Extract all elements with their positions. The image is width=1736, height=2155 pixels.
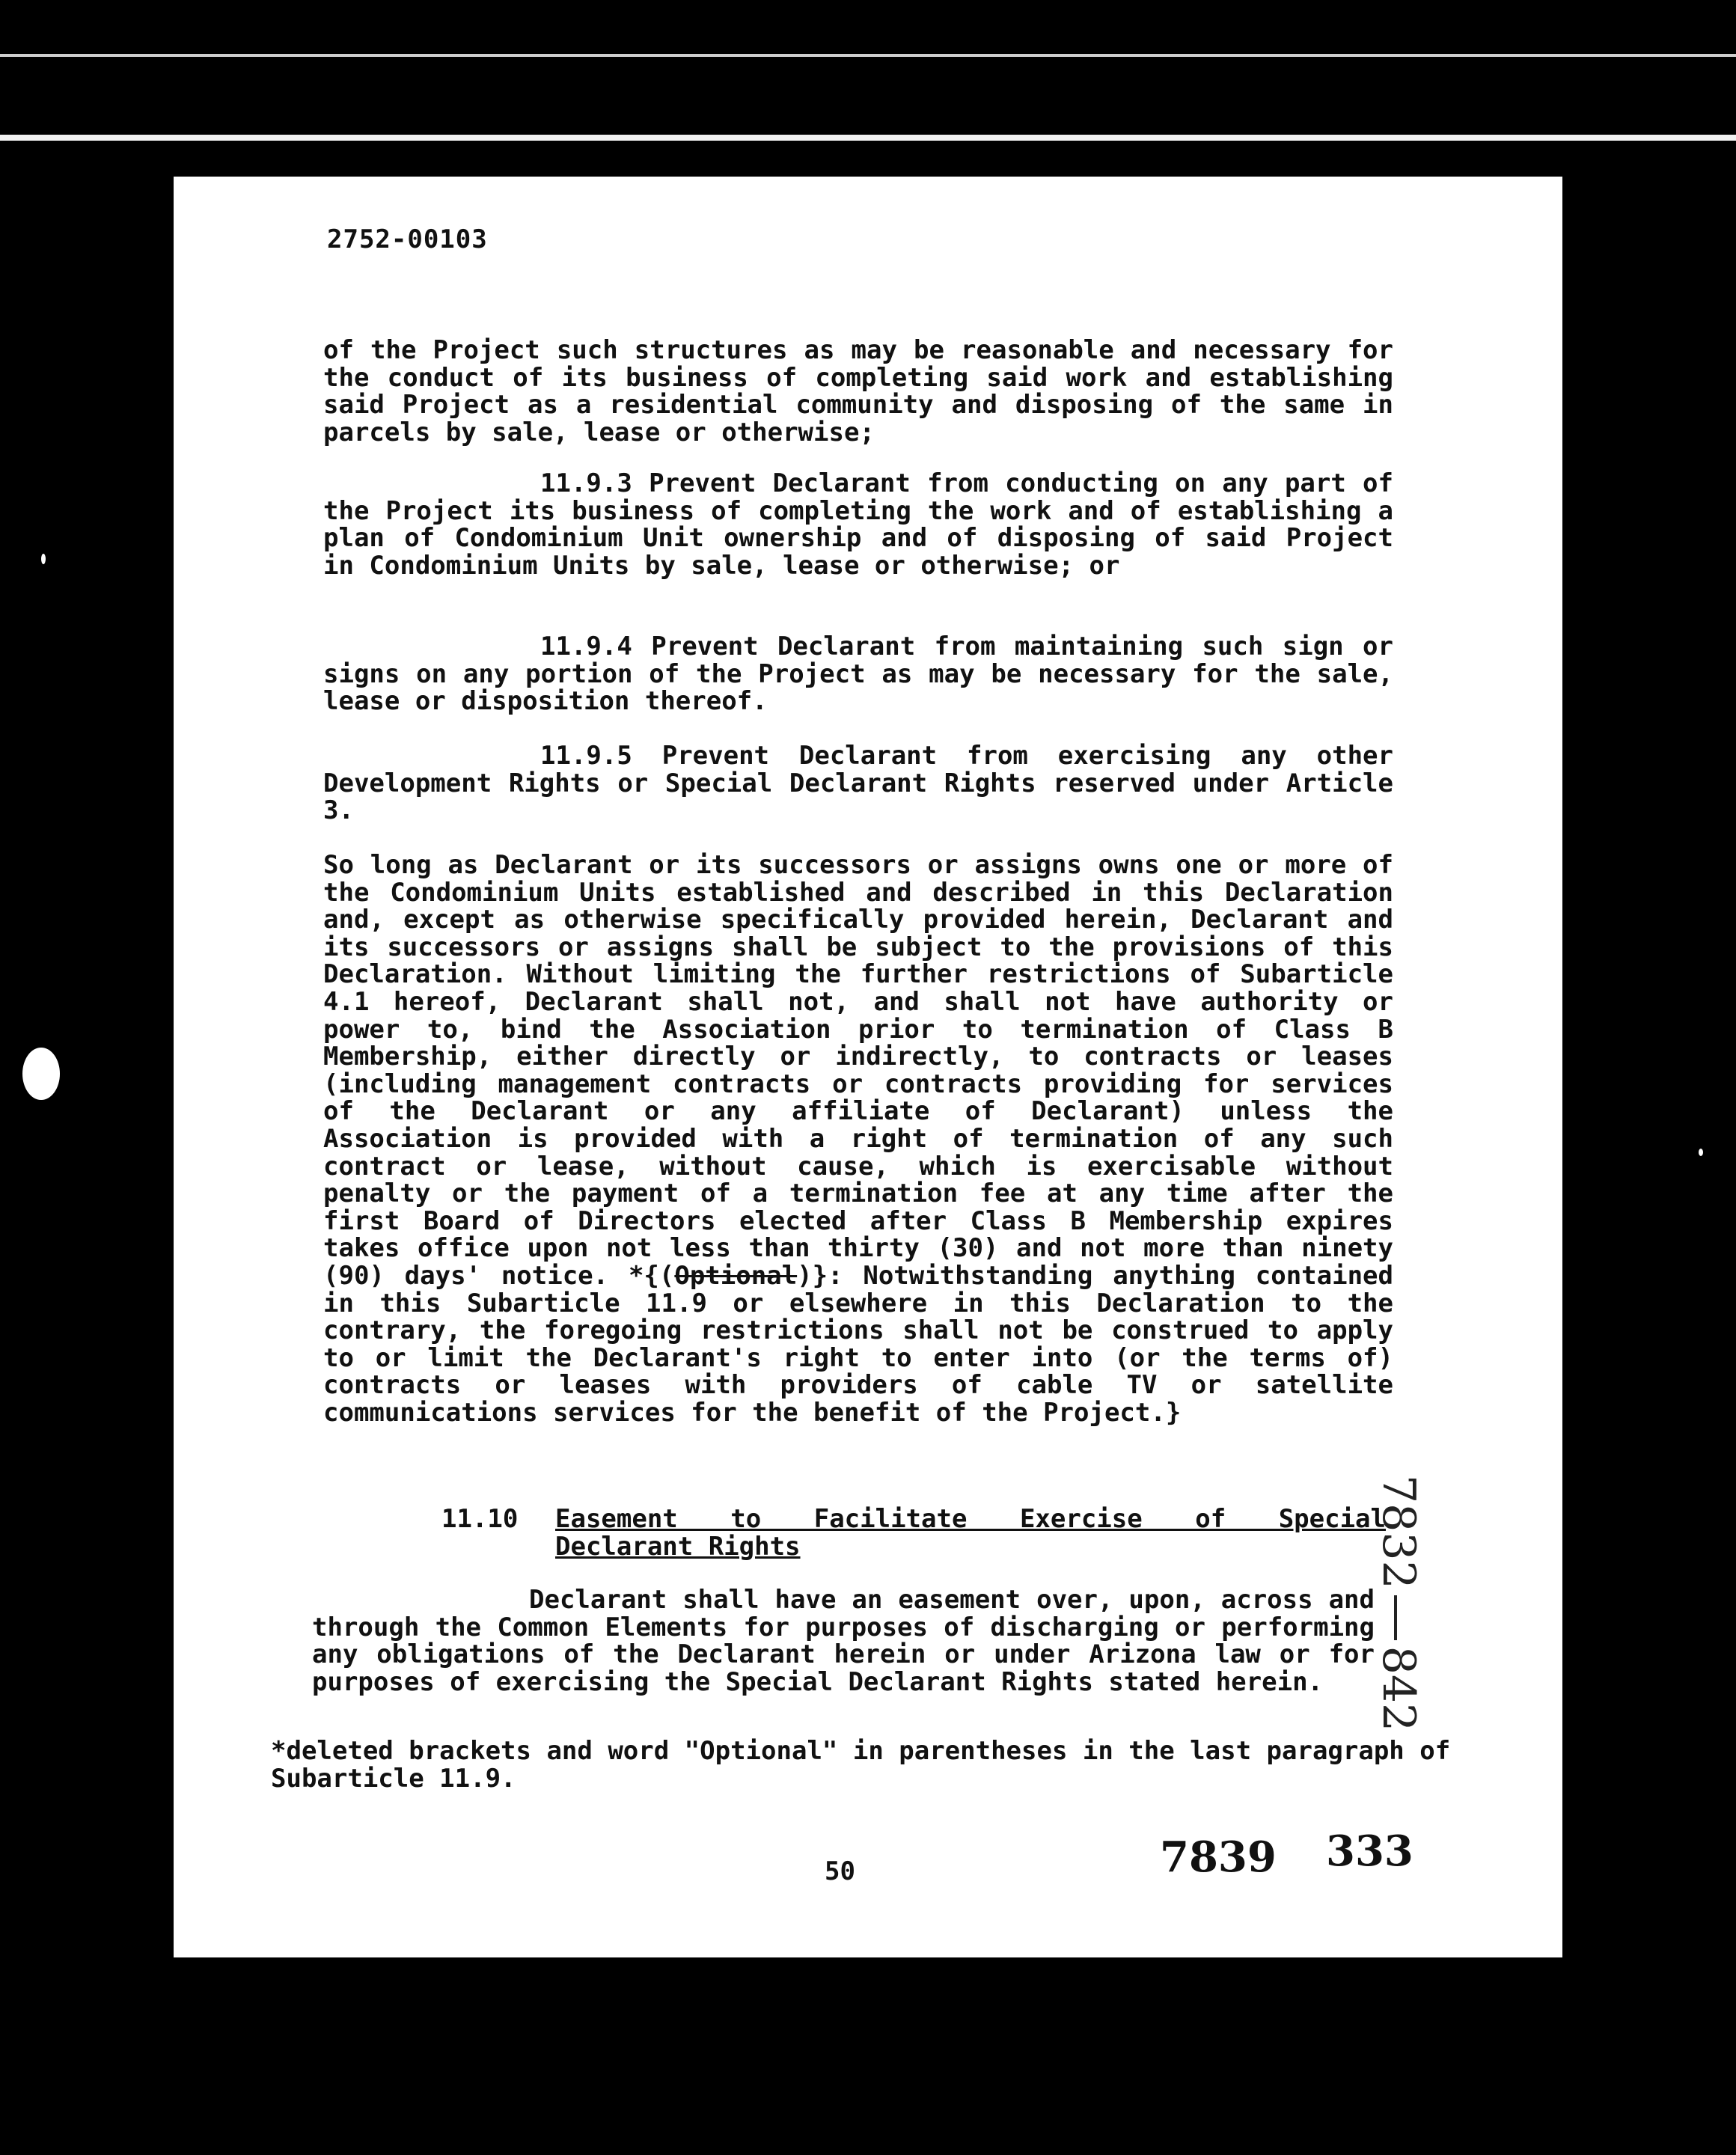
margin-note-dash [1394,1595,1397,1640]
paragraph-11-9-3 [323,470,1393,579]
document-number: 2752-00103 [327,224,488,254]
section-number: 11.9.4 [540,632,632,661]
paragraph-declarant-restrictions [323,852,1393,1426]
edit-marker-end: )}: [797,1260,843,1291]
section-heading-number: 11.10 [441,1504,519,1534]
record-stamp-page: 333 [1326,1827,1413,1876]
scan-border-line [0,135,1736,141]
heading-line: Easement to Facilitate Exercise of Special [555,1504,1386,1534]
scan-border-line [0,54,1736,57]
heading-line: Declarant Rights [555,1531,801,1562]
edit-marker: *{( [628,1260,675,1291]
paragraph-text: Prevent Declarant from maintaining such sign or signs on any portion of the Project as may be necessary for the sale, lease or disposition thereof. [323,632,1393,717]
page-number: 50 [825,1856,855,1886]
paragraph-text: Prevent Declarant from conducting on any part of the Project its business of completing the work and of establishing a plan of Condominium Unit ownership and of disposing of said Project in Condominium Units by sale, lease or otherwise; or [323,468,1393,581]
record-stamp-number: 7839 [1160,1832,1277,1882]
handwritten-margin-note [1372,1475,1425,1732]
scan-speck [1699,1149,1703,1156]
paragraph-11-9-5 [323,742,1393,825]
paragraph-continuation: of the Project such structures as may be reasonable and necessary for the conduct of its business of completing said work and establishing said Project as a residential community and disposing of the same in parcels by sale, lease or otherwise; [323,335,1393,447]
struck-text: Optional [674,1260,798,1291]
paragraph-text: So long as Declarant or its successors or assigns owns one or more of the Condominium Units established and described in this Declaration and, except as otherwise specifically provided herein, Declarant and its successors or assigns shall be subject to the provisions of this Declaration. Without limiting the further restrictions of Subarticle 4.1 hereof, Declarant shall not, and shall not have authority or power to, bind the Association prior to termination of Class B Membership, either directly or indirectly, to contracts or leases (including management contracts or contracts providing for services of the Declarant or any affiliate of Declarant) unless the Association is provided with a right of termination of any such contract or lease, without cause, which is exercisable without penalty or the payment of a termination fee at any time after the first Board of Directors elected after Class B Membership expires takes office upon not less than thirty (30) and not more than ninety (90) days' notice. [323,850,1393,1291]
scan-speck [41,554,46,564]
document-page [174,177,1562,1957]
paragraph-text: Prevent Declarant from exercising any other Development Rights or Special Declarant Rights reserved under Article 3. [323,741,1393,826]
paragraph-text: Notwithstanding anything contained in this Subarticle 11.9 or elsewhere in this Declaration to the contrary, the foregoing restrictions shall not be construed to apply to or limit the Declarant's right to enter into (or the terms of) contracts or leases with providers of cable TV or satellite communications services for the benefit of the Project.} [323,1260,1393,1428]
footnote: *deleted brackets and word "Optional" in parentheses in the last paragraph of Subarticle 11.9. [271,1736,1451,1794]
margin-note-number: 842 [1372,1645,1425,1732]
section-heading [555,1506,1386,1560]
scan-speck [22,1048,60,1100]
paragraph-11-9-4 [323,633,1393,715]
paragraph-text: Declarant shall have an easement over, upon, across and through the Common Elements for purposes of discharging or performing any obligations of the Declarant herein or under Arizona law or for purposes of exercising the Special Declarant Rights stated herein. [312,1585,1375,1697]
section-number: 11.9.5 [540,741,632,771]
section-number: 11.9.3 [540,468,632,498]
margin-note-number: 7832 [1372,1475,1425,1589]
paragraph-easement [312,1586,1375,1696]
